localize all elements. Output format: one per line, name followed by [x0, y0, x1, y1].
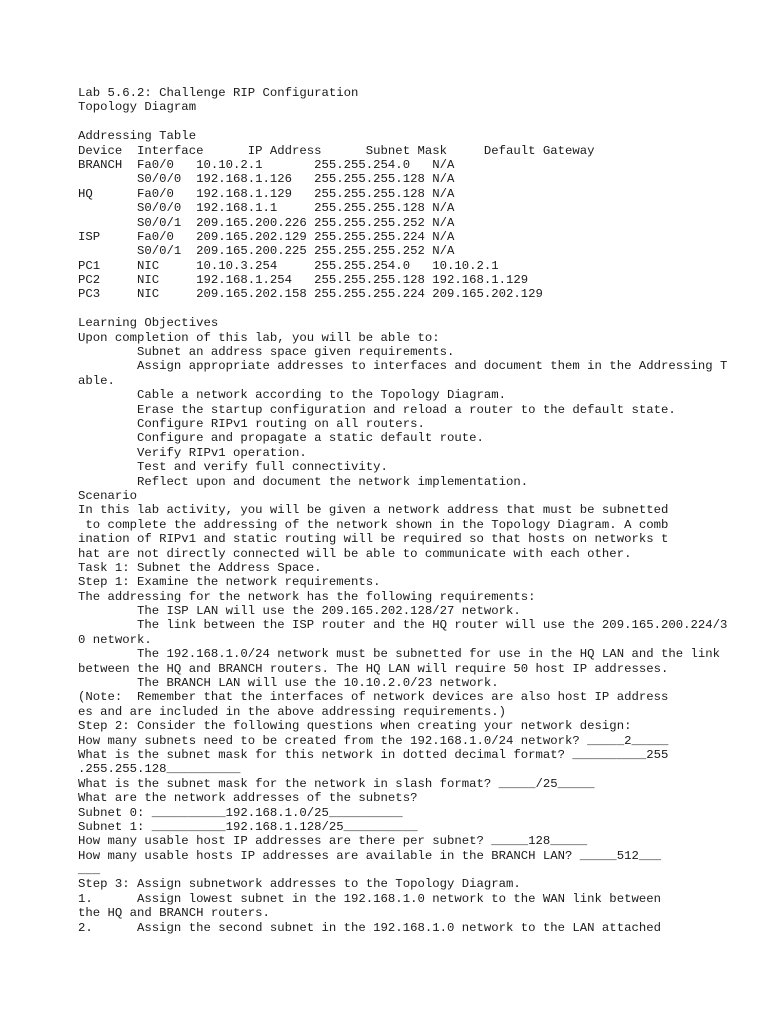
- text-line: between the HQ and BRANCH routers. The HQ LAN will require 50 host IP addresses.: [78, 661, 669, 676]
- text-line: to complete the addressing of the network shown in the Topology Diagram. A comb: [78, 517, 669, 532]
- text-line: (Note: Remember that the interfaces of network devices are also host IP address: [78, 690, 669, 705]
- text-line: Subnet 0: __________192.168.1.0/25__________: [78, 805, 403, 820]
- text-line: .255.255.128__________: [78, 762, 241, 777]
- text-line: Configure and propagate a static default route.: [78, 431, 484, 446]
- text-line: Reflect upon and document the network implementation.: [78, 474, 529, 489]
- text-line: Step 1: Examine the network requirements.: [78, 575, 381, 590]
- text-line: Lab 5.6.2: Challenge RIP Configuration: [78, 86, 359, 100]
- text-line: Upon completion of this lab, you will be able to:: [78, 330, 440, 345]
- text-line: How many subnets need to be created from the 192.168.1.0/24 network? _____2_____: [78, 733, 669, 748]
- text-line: S0/0/0 192.168.1.126 255.255.255.128 N/A: [78, 172, 455, 187]
- text-line: Step 3: Assign subnetwork addresses to the Topology Diagram.: [78, 877, 521, 892]
- text-line: [78, 115, 758, 129]
- text-line: S0/0/0 192.168.1.1 255.255.255.128 N/A: [78, 201, 455, 216]
- text-line: Learning Objectives: [78, 316, 219, 331]
- text-line: PC1 NIC 10.10.3.254 255.255.254.0 10.10.2.1: [78, 258, 499, 273]
- text-line: HQ Fa0/0 192.168.1.129 255.255.255.128 N/A: [78, 186, 455, 201]
- text-line: 1. Assign lowest subnet in the 192.168.1.0 network to the WAN link between: [78, 891, 661, 906]
- text-line: The BRANCH LAN will use the 10.10.2.0/23 network.: [78, 676, 499, 691]
- text-line: Configure RIPv1 routing on all routers.: [78, 416, 425, 431]
- text-line: S0/0/1 209.165.200.226 255.255.255.252 N/A: [78, 215, 455, 230]
- text-line: [78, 302, 758, 316]
- text-line: BRANCH Fa0/0 10.10.2.1 255.255.254.0 N/A: [78, 157, 455, 172]
- text-line: PC2 NIC 192.168.1.254 255.255.255.128 192.168.1.129: [78, 273, 529, 288]
- text-line: Assign appropriate addresses to interfaces and document them in the Addressing T: [78, 359, 728, 374]
- document-body: [78, 86, 758, 935]
- text-line: able.: [78, 373, 115, 388]
- text-line: Erase the startup configuration and reload a router to the default state.: [78, 402, 676, 417]
- text-line: What are the network addresses of the subnets?: [78, 791, 418, 806]
- text-line: The 192.168.1.0/24 network must be subnetted for use in the HQ LAN and the link: [78, 647, 721, 662]
- text-line: hat are not directly connected will be able to communicate with each other.: [78, 546, 632, 561]
- text-line: The addressing for the network has the following requirements:: [78, 589, 536, 604]
- text-line: es and are included in the above addressing requirements.): [78, 704, 507, 719]
- text-line: PC3 NIC 209.165.202.158 255.255.255.224 209.165.202.129: [78, 287, 543, 302]
- text-line: Addressing Table: [78, 129, 197, 144]
- text-line: S0/0/1 209.165.200.225 255.255.255.252 N/A: [78, 244, 455, 259]
- text-line: What is the subnet mask for the network in slash format? _____/25_____: [78, 776, 595, 791]
- text-line: How many usable host IP addresses are there per subnet? _____128_____: [78, 834, 588, 849]
- text-line: Cable a network according to the Topology Diagram.: [78, 388, 507, 403]
- text-line: The ISP LAN will use the 209.165.202.128/27 network.: [78, 604, 521, 619]
- text-line: Subnet 1: __________192.168.1.128/25__________: [78, 819, 418, 834]
- text-line: Test and verify full connectivity.: [78, 460, 388, 475]
- text-line: The link between the ISP router and the HQ router will use the 209.165.200.224/3: [78, 618, 728, 633]
- text-line: What is the subnet mask for this network in dotted decimal format? __________255: [78, 747, 669, 762]
- text-line: How many usable hosts IP addresses are available in the BRANCH LAN? _____512___: [78, 848, 661, 863]
- text-line: the HQ and BRANCH routers.: [78, 906, 270, 921]
- text-line: ISP Fa0/0 209.165.202.129 255.255.255.224 N/A: [78, 229, 455, 244]
- text-line: Topology Diagram: [78, 100, 197, 115]
- text-line: Step 2: Consider the following questions when creating your network design:: [78, 719, 632, 734]
- text-line: 2. Assign the second subnet in the 192.168.1.0 network to the LAN attached: [78, 920, 661, 935]
- text-line: Verify RIPv1 operation.: [78, 445, 307, 460]
- text-line: ination of RIPv1 and static routing will be required so that hosts on networks t: [78, 532, 669, 547]
- text-line: Task 1: Subnet the Address Space.: [78, 560, 322, 575]
- text-line: Scenario: [78, 488, 138, 503]
- text-line: Subnet an address space given requirements.: [78, 345, 455, 360]
- text-line: In this lab activity, you will be given a network address that must be subnetted: [78, 503, 669, 518]
- text-line: Device Interface IP Address Subnet Mask Default Gateway: [78, 143, 595, 158]
- text-line: ___: [78, 863, 101, 878]
- text-line: 0 network.: [78, 632, 152, 647]
